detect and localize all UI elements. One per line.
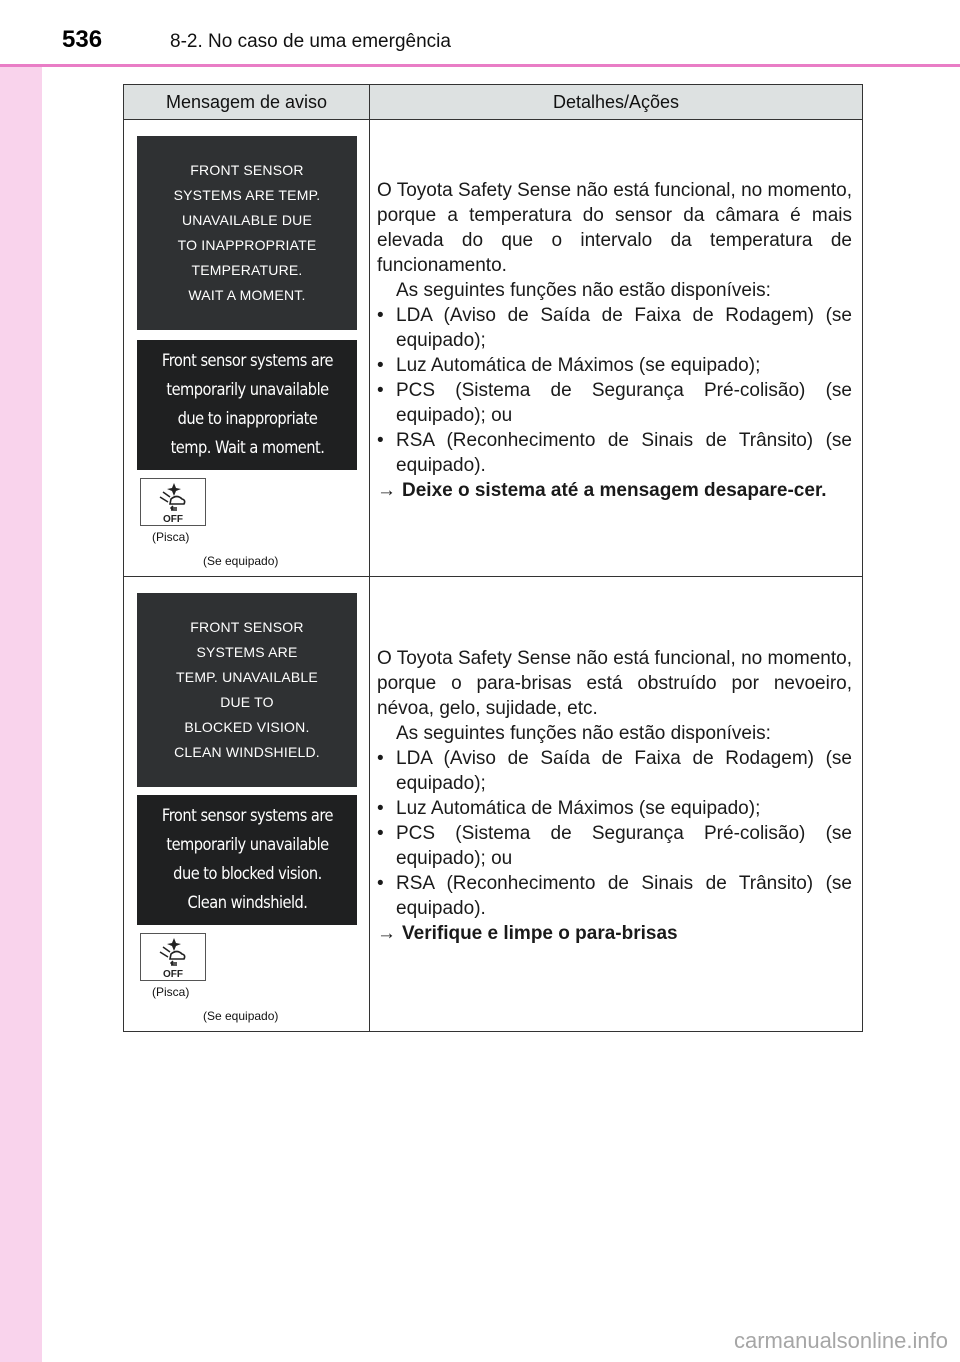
display-line: temporarily unavailable	[165, 380, 329, 400]
list-item: • RSA (Reconhecimento de Sinais de Trânsito) (se equipado).	[377, 873, 852, 919]
arrow-right-icon: →	[377, 479, 396, 501]
details-intro: O Toyota Safety Sense não está funcional, no momento, porque a temperatura do sensor da câmara é mais elevada do que o intervalo da temperatura de funcionamento.	[377, 179, 852, 276]
display-line: SYSTEMS ARE TEMP.	[173, 187, 321, 203]
icon-off-label: OFF	[163, 514, 183, 525]
details-intro: O Toyota Safety Sense não está funcional, no momento, porque o para-brisas está obstruído por nevoeiro, névoa, gelo, sujidade, etc.	[377, 648, 852, 719]
warning-visuals-cell	[124, 577, 370, 1031]
lda-off-warning-icon	[140, 478, 206, 526]
table-row	[124, 120, 862, 577]
side-strip	[0, 0, 42, 1362]
display-line: temp. Wait a moment.	[170, 438, 324, 458]
list-item: • RSA (Reconhecimento de Sinais de Trânsito) (se equipado).	[377, 429, 852, 476]
column-header-message: Mensagem de aviso	[124, 85, 370, 119]
header-rule	[0, 64, 960, 67]
warning-message-table	[123, 84, 863, 1032]
display-line: TEMP. UNAVAILABLE	[176, 669, 318, 685]
details-list-intro: As seguintes funções não estão disponíveis:	[396, 723, 771, 744]
column-header-details: Detalhes/Ações	[552, 91, 680, 112]
display-line: temporarily unavailable	[165, 835, 329, 855]
icon-off-label: OFF	[163, 969, 183, 980]
arrow-right-icon: →	[377, 923, 396, 944]
display-line: DUE TO	[220, 694, 274, 710]
action-instruction: → Verifique e limpe o para-brisas	[377, 923, 678, 944]
details-list-intro: As seguintes funções não estão disponíveis:	[396, 279, 771, 301]
page-number: 536	[62, 26, 103, 53]
details-cell	[370, 577, 862, 1031]
display-line: WAIT A MOMENT.	[188, 287, 306, 303]
table-row	[124, 577, 862, 1031]
section-title: 8-2. No caso de uma emergência	[170, 31, 451, 52]
display-line: SYSTEMS ARE	[196, 644, 298, 660]
multi-info-display-caps	[137, 136, 357, 330]
warning-visuals-cell	[124, 120, 370, 576]
list-item: • LDA (Aviso de Saída de Faixa de Rodagem) (se equipado);	[377, 748, 852, 794]
multi-info-display-text	[137, 795, 357, 925]
icon-caption: (Pisca)	[152, 985, 190, 999]
display-line: TEMPERATURE.	[191, 262, 303, 278]
icon-caption: (Pisca)	[152, 530, 190, 544]
display-line: FRONT SENSOR	[190, 619, 304, 635]
list-item: • PCS (Sistema de Segurança Pré-colisão) (se equipado); ou	[377, 823, 852, 869]
display-line: FRONT SENSOR	[190, 162, 304, 178]
equipped-caption: (Se equipado)	[203, 1009, 279, 1023]
display-line: due to inappropriate	[177, 409, 317, 429]
table-header	[124, 85, 862, 120]
watermark: carmanualsonline.info	[733, 1328, 948, 1353]
multi-info-display-text	[137, 340, 357, 470]
list-item: • PCS (Sistema de Segurança Pré-colisão) (se equipado); ou	[377, 379, 852, 426]
display-line: due to blocked vision.	[172, 864, 322, 884]
multi-info-display-caps	[137, 593, 357, 787]
display-line: BLOCKED VISION.	[184, 719, 310, 735]
display-line: Clean windshield.	[187, 893, 307, 913]
display-line: UNAVAILABLE DUE	[181, 212, 313, 228]
list-item: • Luz Automática de Máximos (se equipado);	[377, 798, 761, 819]
list-item: • Luz Automática de Máximos (se equipado);	[377, 354, 761, 376]
display-line: TO INAPPROPRIATE	[177, 237, 317, 253]
lda-off-warning-icon	[140, 933, 206, 981]
action-instruction: → Deixe o sistema até a mensagem desapare-cer.	[377, 479, 827, 501]
display-line: Front sensor systems are	[161, 806, 333, 826]
page-header	[0, 0, 960, 64]
display-line: CLEAN WINDSHIELD.	[174, 744, 320, 760]
details-cell	[370, 120, 862, 576]
equipped-caption: (Se equipado)	[203, 554, 279, 568]
display-line: Front sensor systems are	[161, 351, 333, 371]
list-item: • LDA (Aviso de Saída de Faixa de Rodagem) (se equipado);	[377, 304, 852, 351]
